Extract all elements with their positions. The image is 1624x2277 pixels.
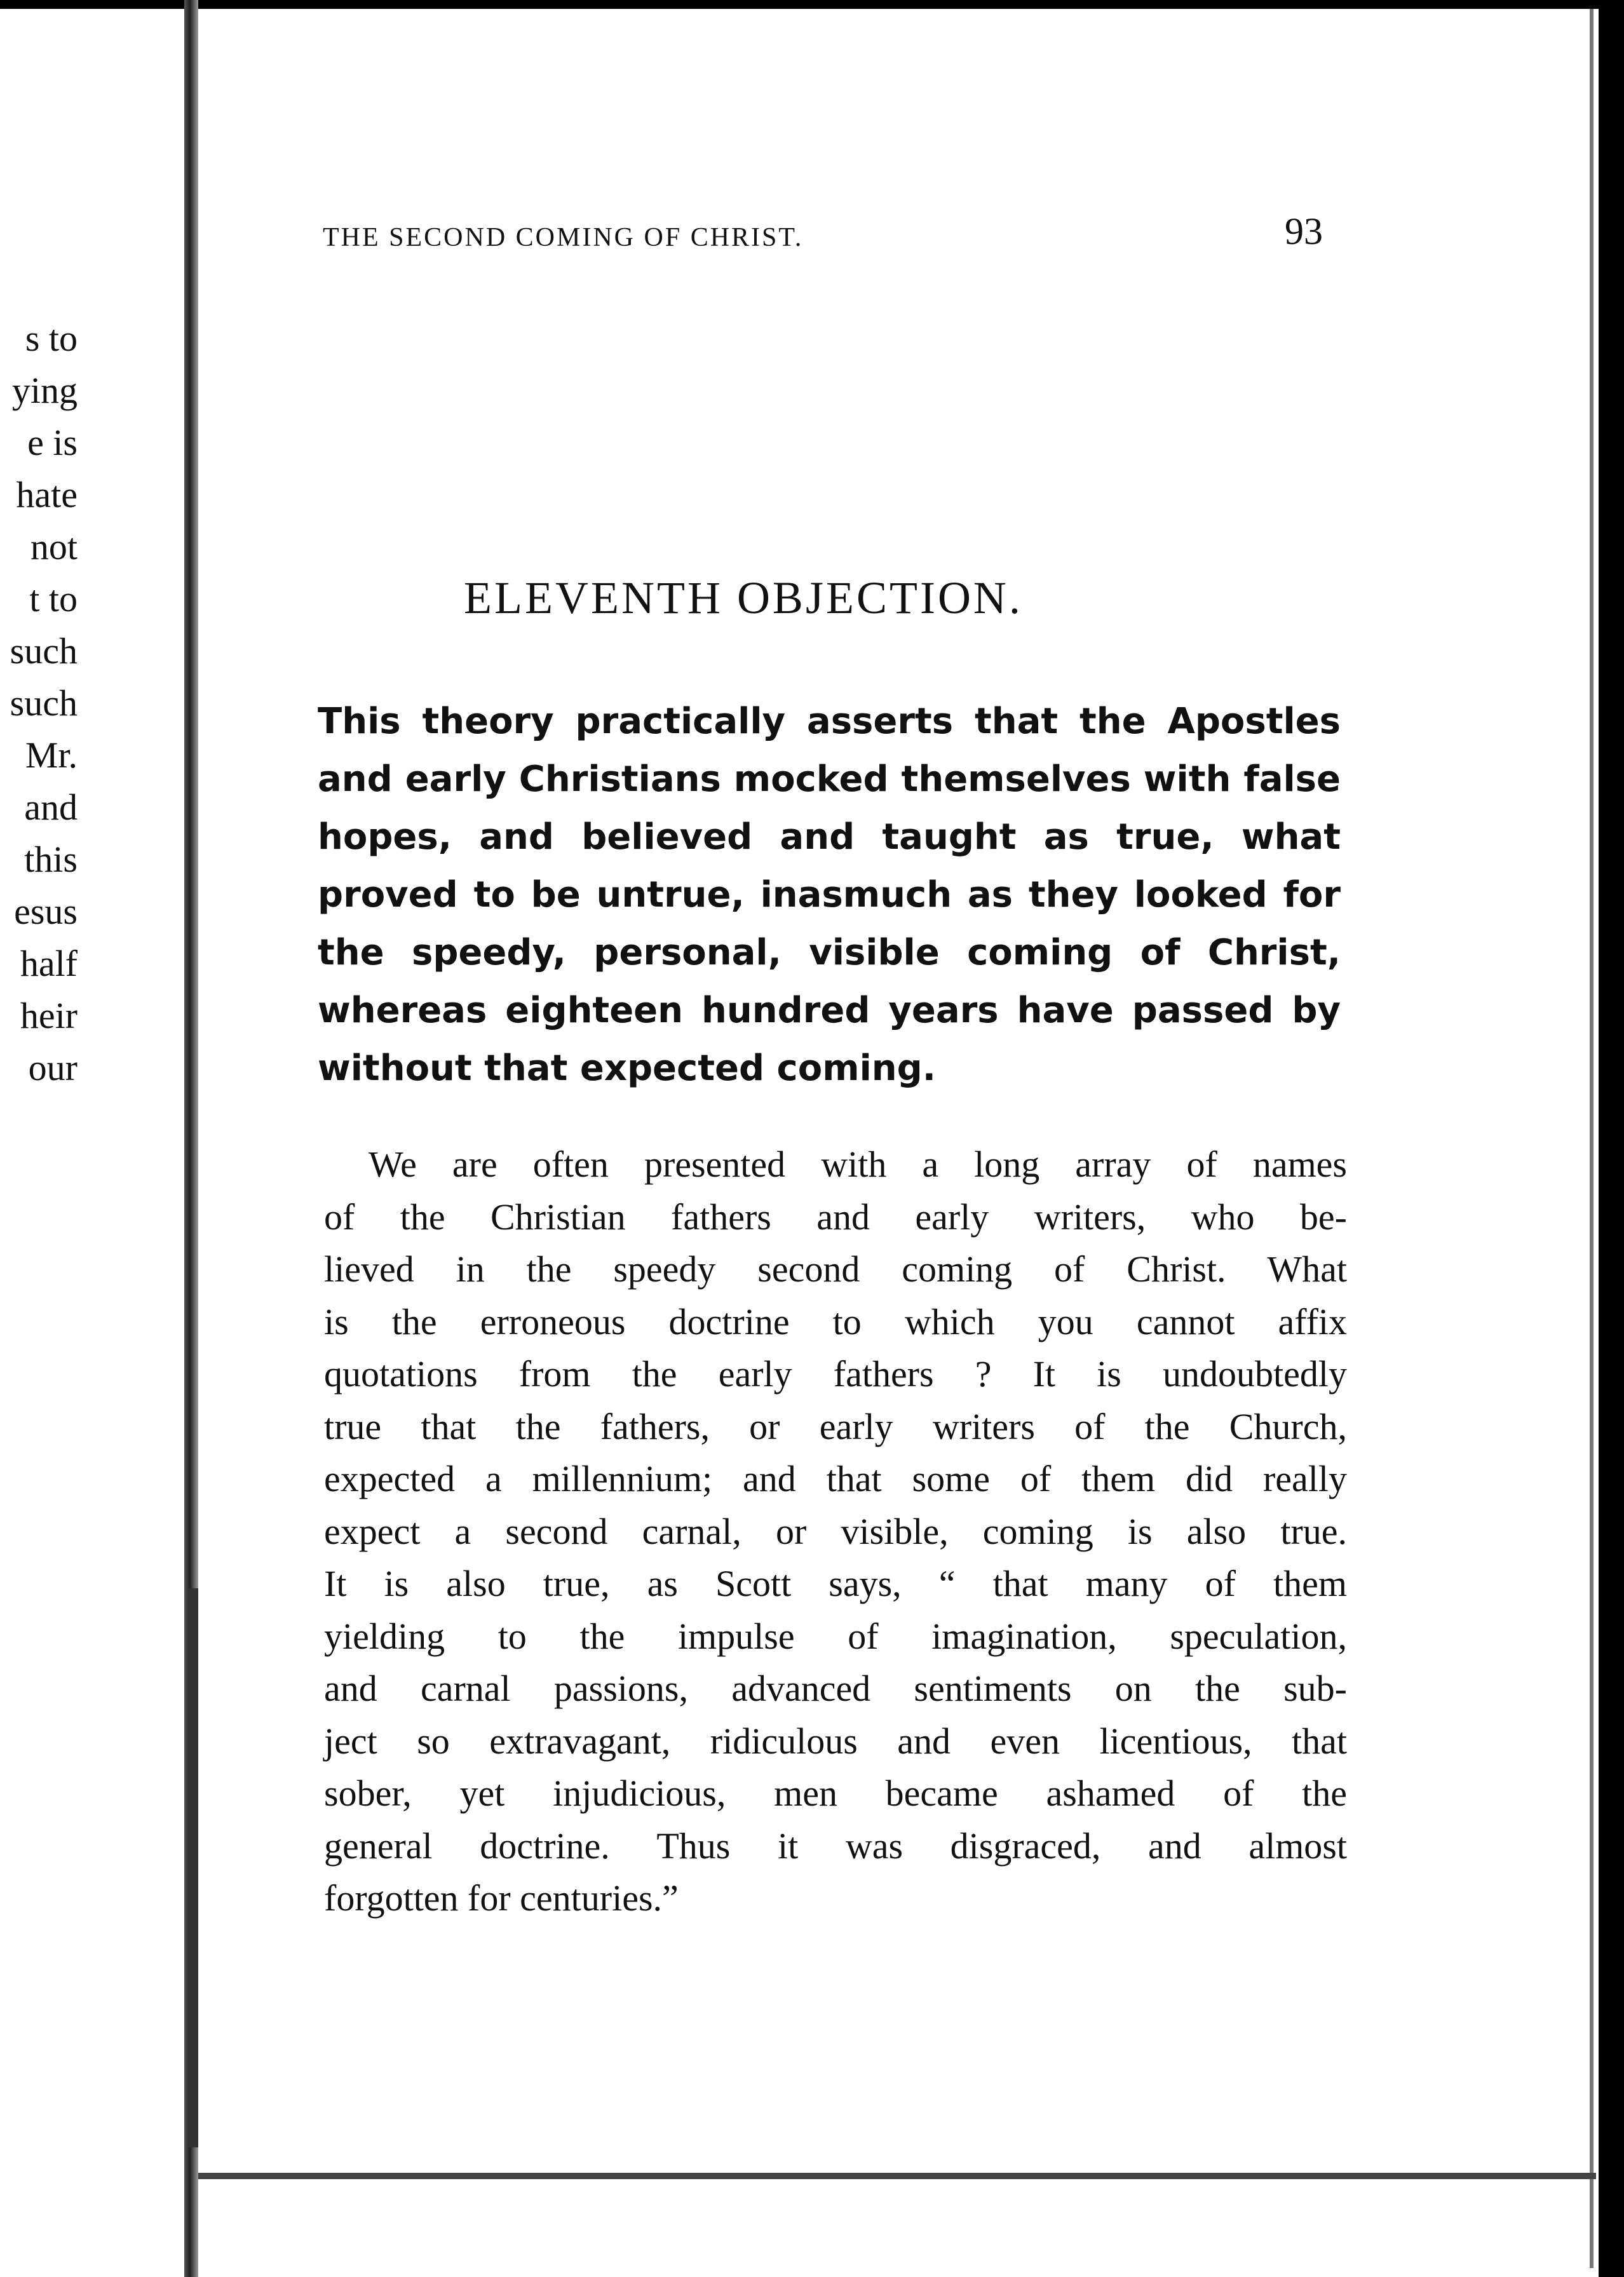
body-paragraph	[324, 1138, 1347, 1925]
objection-line: without that expected coming.	[318, 1048, 936, 1089]
body-line: sober, yet injudicious, men became ashamed of the	[324, 1773, 1347, 1814]
body-line: of the Christian fathers and early writers, who be-	[324, 1196, 1347, 1238]
facing-line: heir	[20, 995, 78, 1036]
body-line: expect a second carnal, or visible, coming is also true.	[324, 1510, 1347, 1552]
facing-line: Mr.	[25, 734, 78, 776]
body-line: and carnal passions, advanced sentiments on the sub-	[324, 1668, 1347, 1709]
facing-line: our	[28, 1047, 78, 1088]
facing-line: hate	[16, 474, 78, 515]
scan-border-top	[0, 0, 1624, 9]
body-line: is the erroneous doctrine to which you cannot affix	[324, 1301, 1347, 1342]
objection-line: and early Christians mocked themselves with false	[318, 759, 1341, 800]
body-line: We are often presented with a long array of names	[369, 1144, 1347, 1185]
body-line: ject so extravagant, ridiculous and even licentious, that	[324, 1720, 1347, 1762]
facing-line: such	[10, 682, 78, 724]
facing-line: s to	[25, 318, 78, 359]
facing-line: not	[30, 526, 78, 567]
page-bottom-edge	[198, 2173, 1596, 2179]
facing-line: e is	[27, 422, 78, 463]
objection-line: hopes, and believed and taught as true, what	[318, 816, 1341, 858]
facing-page-left	[0, 9, 191, 2277]
facing-line: esus	[14, 891, 78, 932]
body-line: true that the fathers, or early writers of the Church,	[324, 1405, 1347, 1447]
facing-line: this	[24, 839, 78, 880]
body-line: It is also true, as Scott says, “ that many of them	[324, 1563, 1347, 1604]
body-line: forgotten for centuries.”	[324, 1877, 679, 1919]
page-number: 93	[1285, 210, 1323, 252]
facing-line: half	[20, 943, 78, 984]
scan-border-right	[1599, 0, 1624, 2277]
objection-line: proved to be untrue, inasmuch as they looked for	[318, 874, 1341, 916]
body-line: yielding to the impulse of imagination, speculation,	[324, 1615, 1347, 1657]
facing-line: ying	[11, 370, 78, 411]
objection-line: This theory practically asserts that the Apostles	[318, 701, 1341, 742]
running-head: THE SECOND COMING OF CHRIST.	[323, 223, 804, 252]
facing-line: and	[24, 787, 78, 828]
objection-statement	[318, 693, 1341, 1097]
section-heading: ELEVENTH OBJECTION.	[464, 572, 1023, 623]
body-line: quotations from the early fathers ? It is undoubtedly	[324, 1353, 1347, 1395]
body-line: general doctrine. Thus it was disgraced, and almost	[324, 1825, 1347, 1867]
facing-line: t to	[29, 578, 78, 619]
body-line: lieved in the speedy second coming of Christ. What	[324, 1248, 1347, 1290]
body-line: expected a millennium; and that some of them did really	[324, 1458, 1347, 1499]
objection-line: whereas eighteen hundred years have passed by	[318, 990, 1341, 1031]
facing-line: such	[10, 630, 78, 672]
facing-page-text	[10, 313, 78, 1094]
objection-line: the speedy, personal, visible coming of Christ,	[318, 932, 1341, 973]
